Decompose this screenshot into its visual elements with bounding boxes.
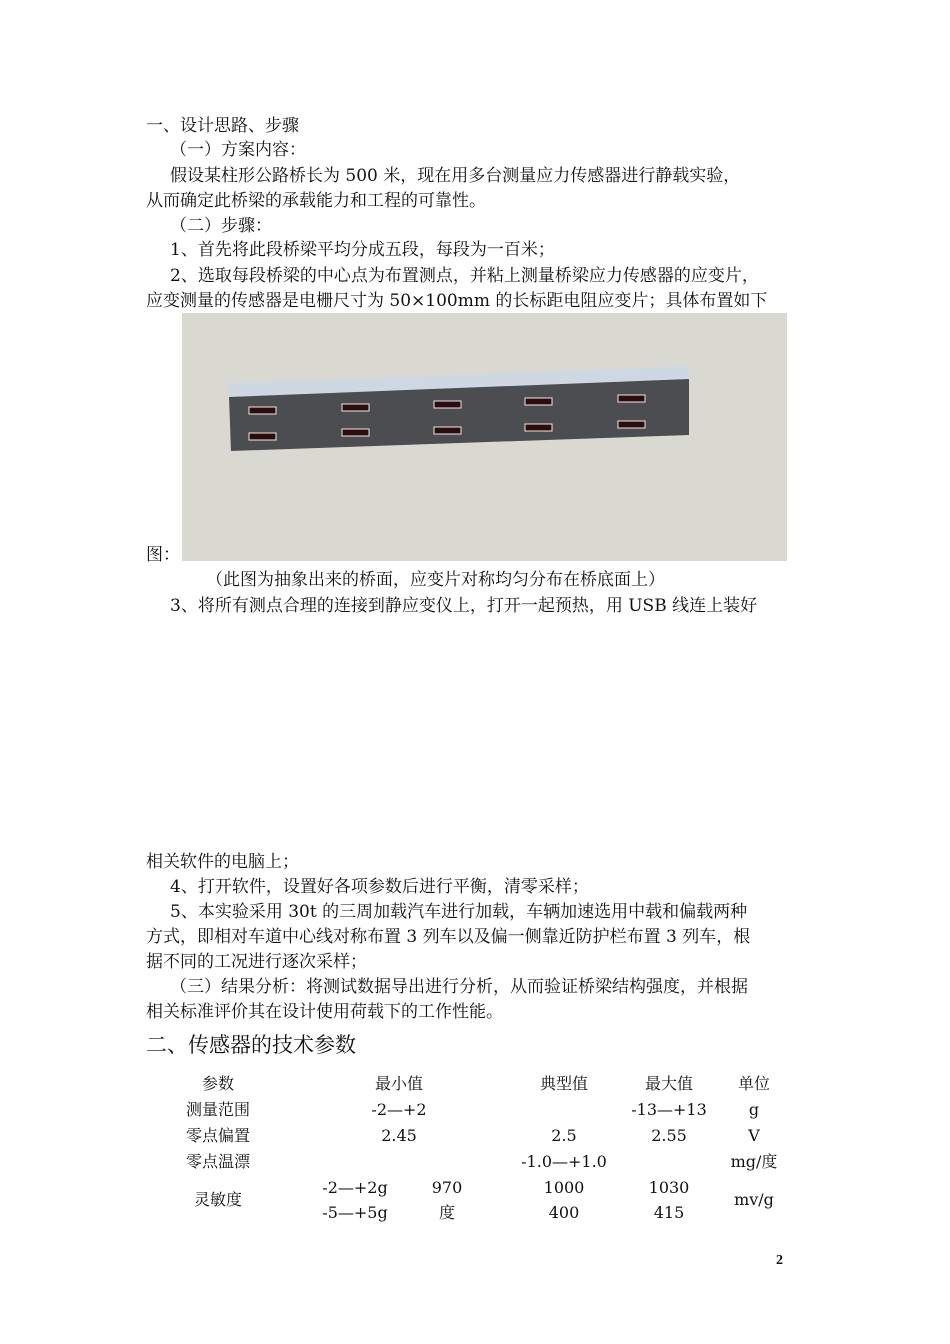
table-cell: mv/g: [734, 1190, 774, 1209]
step-2: 2、选取每段桥梁的中心点为布置测点，并粘上测量桥梁应力传感器的应变片，: [170, 266, 759, 286]
bridge-deck-figure: [182, 313, 787, 561]
step-3-cont: 相关软件的电脑上；: [146, 852, 299, 872]
table-header: 典型值: [539, 1074, 589, 1093]
table-header: 最小值: [374, 1074, 424, 1093]
step-1: 1、首先将此段桥梁平均分成五段，每段为一百米；: [170, 240, 555, 260]
step-2-cont: 应变测量的传感器是电栅尺寸为 50×100mm 的长标距电阻应变片；具体布置如下: [146, 291, 768, 311]
step-4: 4、打开软件，设置好各项参数后进行平衡，清零采样；: [170, 877, 589, 897]
subheading-steps: （二）步骤：: [170, 216, 272, 236]
page-number: 2: [776, 1253, 783, 1268]
table-cell: 零点温漂: [185, 1152, 251, 1171]
strain-gauge: [434, 401, 461, 408]
table-header: 最大值: [644, 1074, 694, 1093]
table-header: 单位: [737, 1074, 771, 1093]
table-cell: 度: [438, 1203, 456, 1222]
strain-gauge: [525, 398, 552, 405]
table-cell: 2.55: [651, 1126, 687, 1145]
step-5-cont: 据不同的工况进行逐次采样；: [146, 952, 367, 972]
paragraph-line: 假设某柱形公路桥长为 500 米，现在用多台测量应力传感器进行静载实验，: [170, 166, 741, 186]
figure-caption: （此图为抽象出来的桥面，应变片对称均匀分布在桥底面上）: [206, 570, 665, 590]
table-cell: 415: [653, 1203, 685, 1222]
step-5-cont: 方式，即相对车道中心线对称布置 3 列车以及偏一侧靠近防护栏布置 3 列车，根: [146, 927, 751, 947]
strain-gauge: [618, 421, 645, 428]
table-cell: 1030: [648, 1178, 690, 1197]
result-analysis-cont: 相关标准评价其在设计使用荷载下的工作性能。: [146, 1002, 503, 1022]
table-cell: 零点偏置: [185, 1126, 251, 1145]
table-cell: -13—+13: [631, 1100, 707, 1119]
strain-gauge: [342, 404, 369, 411]
table-cell: 400: [548, 1203, 580, 1222]
strain-gauge: [342, 429, 369, 436]
table-cell: -2—+2: [371, 1100, 427, 1119]
strain-gauge: [525, 424, 552, 431]
table-cell: 970: [431, 1178, 463, 1197]
paragraph-line: 从而确定此桥梁的承载能力和工程的可靠性。: [146, 191, 486, 211]
table-cell: -2—+2g: [322, 1178, 388, 1197]
step-5: 5、本实验采用 30t 的三周加载汽车进行加载，车辆加速选用中载和偏载两种: [170, 902, 748, 922]
section1-title: 一、设计思路、步骤: [146, 116, 299, 136]
table-cell: -5—+5g: [322, 1203, 388, 1222]
figure-prefix: 图：: [146, 545, 180, 565]
strain-gauge: [434, 427, 461, 434]
table-cell: V: [748, 1126, 760, 1145]
step-3: 3、将所有测点合理的连接到静应变仪上，打开一起预热，用 USB 线连上装好: [170, 596, 758, 616]
table-cell: 1000: [543, 1178, 585, 1197]
strain-gauge: [249, 407, 276, 414]
table-cell: 灵敏度: [193, 1190, 243, 1209]
section2-title: 二、传感器的技术参数: [146, 1033, 356, 1057]
table-header: 参数: [201, 1074, 235, 1093]
table-cell: 2.5: [551, 1126, 577, 1145]
strain-gauge: [249, 433, 276, 440]
table-cell: g: [748, 1100, 760, 1119]
result-analysis: （三）结果分析：将测试数据导出进行分析，从而验证桥梁结构强度，并根据: [170, 977, 748, 997]
subheading-plan: （一）方案内容：: [170, 140, 306, 160]
table-cell: 测量范围: [185, 1100, 251, 1119]
table-cell: 2.45: [381, 1126, 417, 1145]
table-cell: mg/度: [730, 1152, 778, 1171]
strain-gauge: [618, 395, 645, 402]
table-cell: -1.0—+1.0: [521, 1152, 607, 1171]
